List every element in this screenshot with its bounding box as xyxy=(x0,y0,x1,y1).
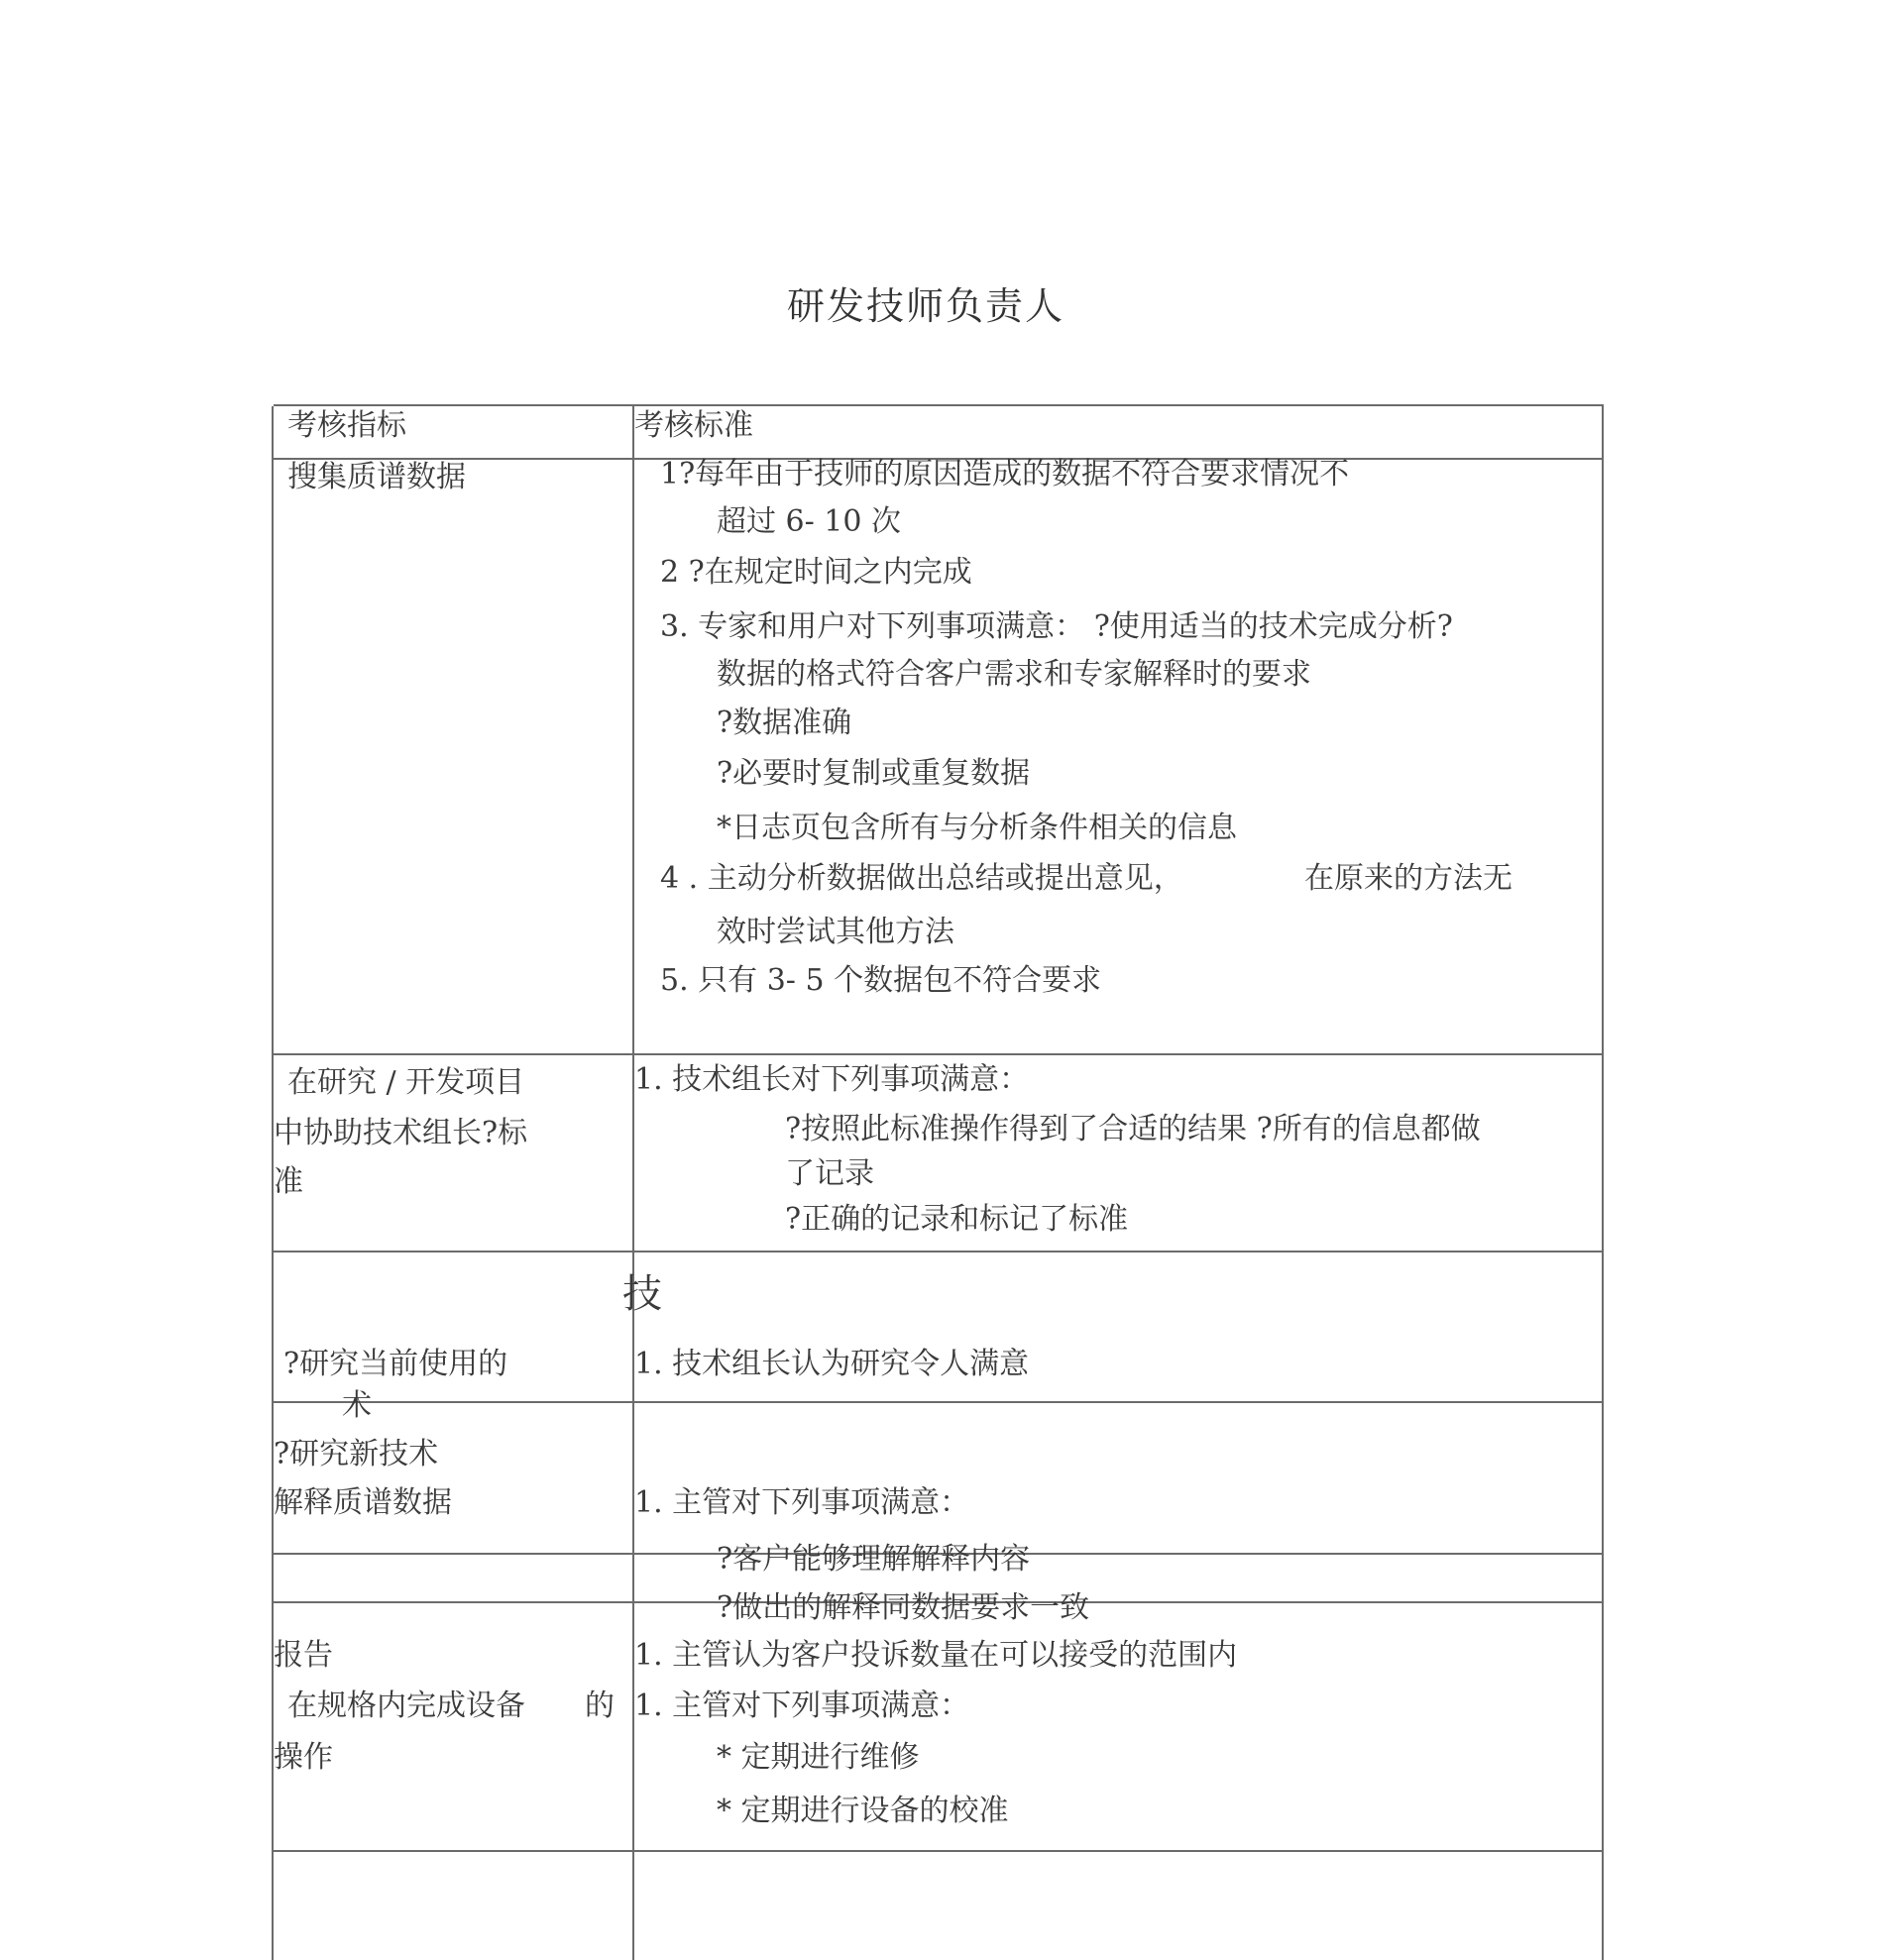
standard-line: 2 ?在规定时间之内完成 xyxy=(660,555,972,590)
standard-line: 1. 主管认为客户投诉数量在可以接受的范围内 xyxy=(634,1638,1238,1673)
standard-line: 了记录 xyxy=(785,1156,874,1191)
row-divider xyxy=(274,1401,1604,1403)
standard-line: *日志页包含所有与分析条件相关的信息 xyxy=(717,811,1237,845)
standard-line: 1. 主管对下列事项满意： xyxy=(634,1688,970,1723)
row-indicator: 解释质谱数据 xyxy=(274,1485,452,1520)
row-indicator: 操作 xyxy=(274,1740,333,1775)
row-indicator: 准 xyxy=(274,1164,303,1199)
standard-line: 1. 技术组长对下列事项满意： xyxy=(634,1062,1030,1097)
row-indicator: 的 xyxy=(585,1688,615,1723)
standard-line: 1?每年由于技师的原因造成的数据不符合要求情况不 xyxy=(660,457,1350,491)
standard-line: ?客户能够理解解释内容 xyxy=(717,1542,1031,1577)
row-indicator: 术 xyxy=(342,1388,372,1423)
row-indicator: 技 xyxy=(622,1271,662,1317)
page-title: 研发技师负责人 xyxy=(786,284,1064,328)
row-indicator: 搜集质谱数据 xyxy=(287,460,466,494)
row-indicator: 中协助技术组长?标 xyxy=(274,1116,528,1150)
standard-line: 1. 技术组长认为研究令人满意 xyxy=(634,1347,1030,1381)
row-indicator: 报告 xyxy=(274,1638,333,1673)
standard-line: * 定期进行设备的校准 xyxy=(717,1794,1009,1828)
standard-line: ?做出的解释同数据要求一致 xyxy=(717,1590,1090,1625)
standard-line: ?数据准确 xyxy=(717,706,852,740)
header-indicator: 考核指标 xyxy=(287,408,406,443)
table-right-border xyxy=(1602,406,1604,1960)
standard-line: 3. 专家和用户对下列事项满意： ?使用适当的技术完成分析? xyxy=(660,609,1453,644)
standard-line: 超过 6- 10 次 xyxy=(717,504,902,539)
table-top-border xyxy=(274,404,1604,406)
column-divider xyxy=(632,406,634,1960)
row-indicator: ?研究当前使用的 xyxy=(283,1347,508,1381)
standard-line: ?正确的记录和标记了标准 xyxy=(785,1202,1129,1237)
row-indicator: ?研究新技术 xyxy=(274,1437,439,1471)
standard-line: ?必要时复制或重复数据 xyxy=(717,756,1031,791)
header-standard: 考核标准 xyxy=(634,408,753,443)
standard-line: 数据的格式符合客户需求和专家解释时的要求 xyxy=(717,657,1311,692)
row-indicator: 在规格内完成设备 xyxy=(287,1688,525,1723)
standard-line: ?按照此标准操作得到了合适的结果 ?所有的信息都做 xyxy=(785,1112,1481,1146)
standard-line: 在原来的方法无 xyxy=(1304,861,1512,896)
standard-line: 效时尝试其他方法 xyxy=(717,915,954,949)
row-divider xyxy=(274,1053,1604,1055)
row-indicator: 在研究 / 开发项目 xyxy=(287,1065,525,1100)
standard-line: 4 . 主动分析数据做出总结或提出意见， xyxy=(660,861,1183,896)
standard-line: 5. 只有 3- 5 个数据包不符合要求 xyxy=(660,963,1102,998)
standard-line: 1. 主管对下列事项满意： xyxy=(634,1485,970,1520)
row-divider xyxy=(274,1850,1604,1852)
standard-line: * 定期进行维修 xyxy=(717,1740,920,1775)
row-divider xyxy=(274,1251,1604,1252)
